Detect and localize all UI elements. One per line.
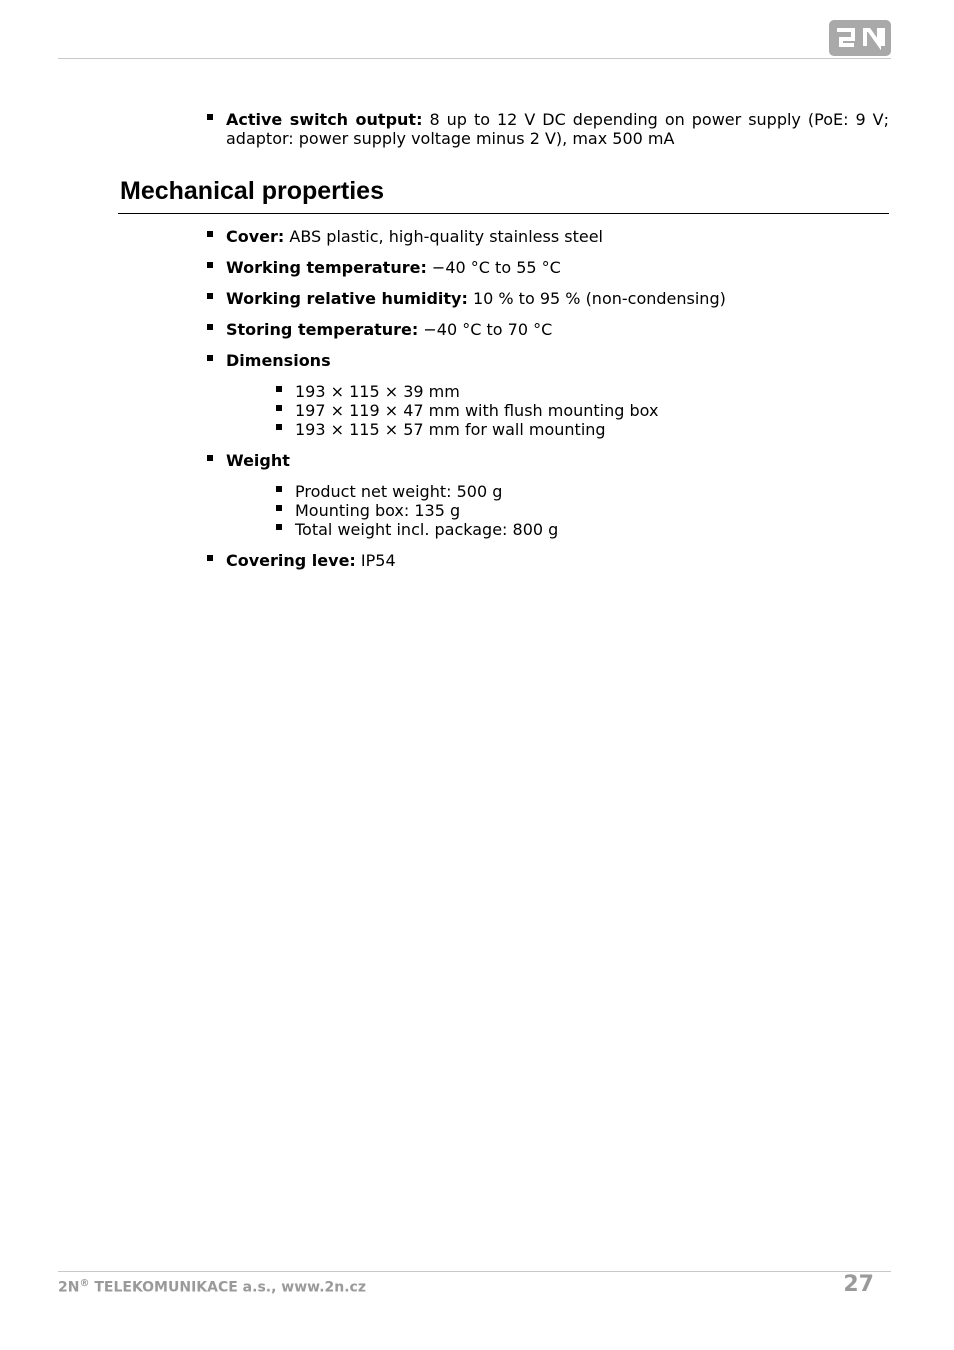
item-label: Working relative humidity: — [226, 289, 468, 308]
weight-item — [205, 451, 889, 539]
bullet-icon — [207, 262, 213, 268]
list-item — [226, 520, 889, 539]
item-label: Dimensions — [226, 351, 331, 370]
item-text: 10 % to 95 % (non-condensing) — [467, 289, 726, 308]
item-label: Cover: — [226, 227, 285, 246]
bullet-icon — [276, 424, 282, 430]
list-item — [226, 382, 889, 401]
footer-company-rest: TELEKOMUNIKACE a.s., www.2n.cz — [89, 1279, 366, 1296]
bullet-icon — [207, 324, 213, 330]
mechanical-properties-list — [205, 227, 889, 582]
item-label: Active switch output: — [226, 110, 423, 129]
footer-company-prefix: 2N — [58, 1279, 80, 1296]
item-label: Weight — [226, 451, 290, 470]
sub-item-text: Mounting box: 135 g — [295, 501, 461, 520]
dimensions-item — [205, 351, 889, 439]
item-text: −40 °C to 55 °C — [426, 258, 561, 277]
footer-rule — [58, 1271, 891, 1272]
item-text: ABS plastic, high-quality stainless steel — [284, 227, 603, 246]
active-switch-output-item — [205, 110, 889, 148]
bullet-icon — [207, 114, 213, 120]
list-item — [226, 420, 889, 439]
item-text: IP54 — [355, 551, 396, 570]
cover-item — [205, 227, 889, 246]
item-label: Covering leve: — [226, 551, 356, 570]
weight-sublist — [226, 482, 889, 539]
item-label: Working temperature: — [226, 258, 427, 277]
item-label: Storing temperature: — [226, 320, 419, 339]
bullet-icon — [276, 505, 282, 511]
bullet-icon — [207, 293, 213, 299]
bullet-icon — [207, 455, 213, 461]
working-humidity-item — [205, 289, 889, 308]
section-title-rule — [118, 213, 889, 214]
list-item — [226, 401, 889, 420]
sub-item-text: 193 × 115 × 57 mm for wall mounting — [295, 420, 606, 439]
sub-item-text: 197 × 119 × 47 mm with flush mounting box — [295, 401, 659, 420]
bullet-icon — [207, 355, 213, 361]
bullet-icon — [276, 386, 282, 392]
covering-level-item — [205, 551, 889, 570]
item-text: 8 up to 12 V DC depending on power supply (PoE: 9 V; adaptor: power supply voltage minus 2 V), max 500 mA — [226, 110, 890, 148]
bullet-icon — [276, 486, 282, 492]
bullet-icon — [207, 555, 213, 561]
sub-item-text: Total weight incl. package: 800 g — [295, 520, 559, 539]
2n-logo — [829, 20, 891, 56]
footer-company — [58, 1278, 366, 1296]
dimensions-sublist — [226, 382, 889, 439]
sub-item-text: Product net weight: 500 g — [295, 482, 503, 501]
bullet-icon — [276, 405, 282, 411]
bullet-icon — [207, 231, 213, 237]
list-item — [226, 482, 889, 501]
header-rule — [58, 58, 891, 59]
working-temperature-item — [205, 258, 889, 277]
bullet-icon — [276, 524, 282, 530]
item-text: −40 °C to 70 °C — [418, 320, 553, 339]
storing-temperature-item — [205, 320, 889, 339]
2n-logo-graphic — [829, 20, 891, 56]
section-title: Mechanical properties — [120, 177, 384, 205]
registered-mark: ® — [79, 1278, 90, 1289]
sub-item-text: 193 × 115 × 39 mm — [295, 382, 460, 401]
list-item — [226, 501, 889, 520]
page-number: 27 — [843, 1272, 874, 1297]
